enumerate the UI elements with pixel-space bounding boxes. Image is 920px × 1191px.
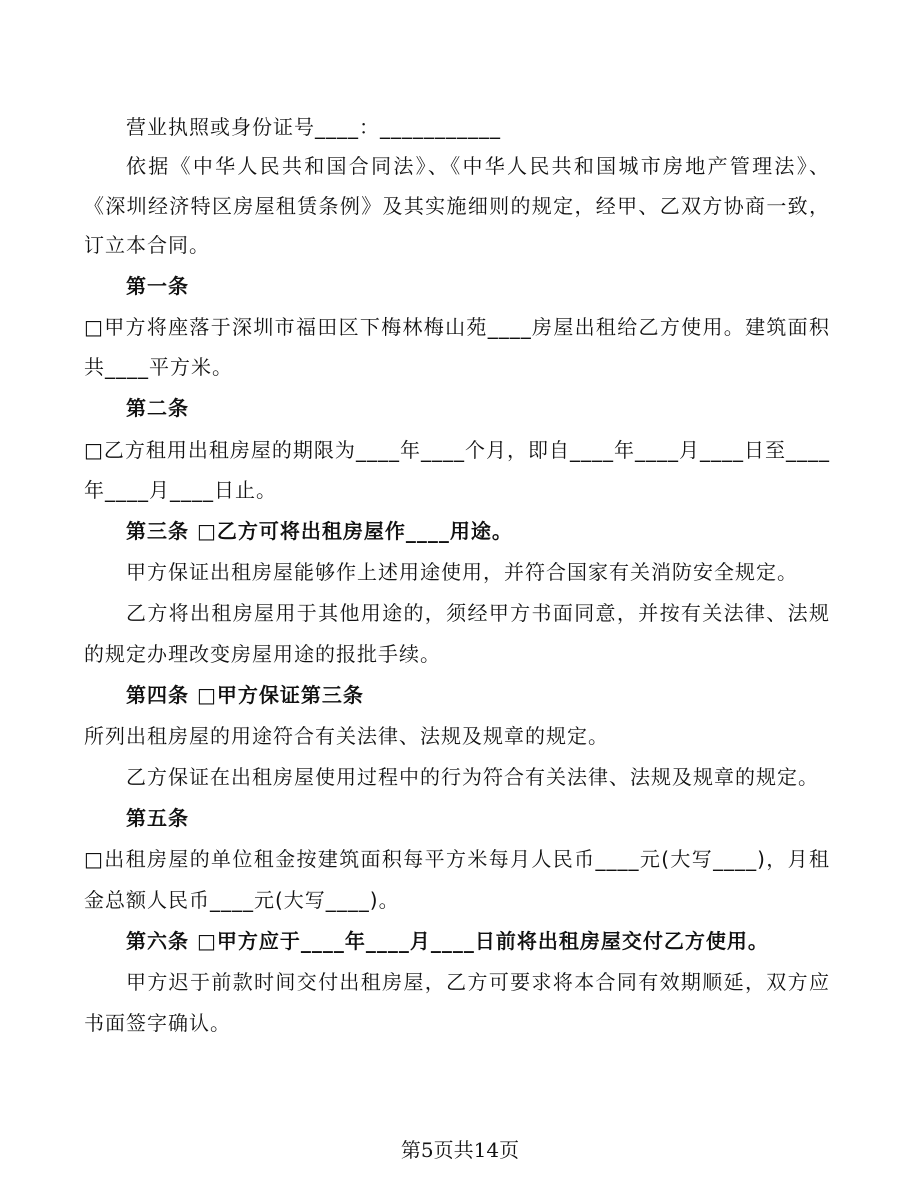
article-1-heading: 第一条 [126, 274, 189, 298]
article-4-paragraph-2: 乙方保证在出租房屋使用过程中的行为符合有关法律、法规及规章的规定。 [126, 765, 819, 789]
article-3-heading: 第三条 □乙方可将出租房屋作____用途。 [126, 519, 513, 543]
article-4-text-line-1: 所列出租房屋的用途符合有关法律、法规及规章的规定。 [84, 724, 609, 748]
id-number-line: 营业执照或身份证号____：___________ [126, 115, 501, 139]
article-3-paragraph-2-line-1: 乙方将出租房屋用于其他用途的，须经甲方书面同意，并按有关法律、法规 [126, 601, 830, 625]
page-number-footer: 第5页共14页 [400, 1138, 520, 1162]
article-2-text-line-1: □乙方租用出租房屋的期限为____年____个月，即自____年____月____日至____ [84, 438, 830, 462]
paragraph-legal-basis-line-3: 订立本合同。 [84, 233, 210, 257]
article-3-paragraph-1: 甲方保证出租房屋能够作上述用途使用，并符合国家有关消防安全规定。 [126, 560, 798, 584]
article-5-text-line-2: 金总额人民币____元(大写____)。 [84, 888, 400, 912]
article-2-text-line-2: 年____月____日止。 [84, 478, 277, 502]
paragraph-legal-basis-line-2: 《深圳经济特区房屋租赁条例》及其实施细则的规定，经甲、乙双方协商一致， [84, 194, 830, 218]
article-1-text-line-1: □甲方将座落于深圳市福田区下梅林梅山苑____房屋出租给乙方使用。建筑面积 [84, 315, 830, 339]
article-5-heading: 第五条 [126, 806, 189, 830]
article-1-text-line-2: 共____平方米。 [84, 355, 233, 379]
article-4-heading: 第四条 □甲方保证第三条 [126, 683, 364, 707]
article-6-heading: 第六条 □甲方应于____年____月____日前将出租房屋交付乙方使用。 [126, 929, 769, 953]
article-6-paragraph-line-1: 甲方迟于前款时间交付出租房屋，乙方可要求将本合同有效期顺延，双方应 [126, 970, 830, 994]
article-3-paragraph-2-line-2: 的规定办理改变房屋用途的报批手续。 [84, 642, 441, 666]
article-5-text-line-1: □出租房屋的单位租金按建筑面积每平方米每月人民币____元(大写____)，月租 [84, 847, 830, 871]
article-2-heading: 第二条 [126, 396, 189, 420]
paragraph-legal-basis-line-1: 依据《中华人民共和国合同法》、《中华人民共和国城市房地产管理法》、 [126, 154, 830, 178]
article-6-paragraph-line-2: 书面签字确认。 [84, 1011, 231, 1035]
